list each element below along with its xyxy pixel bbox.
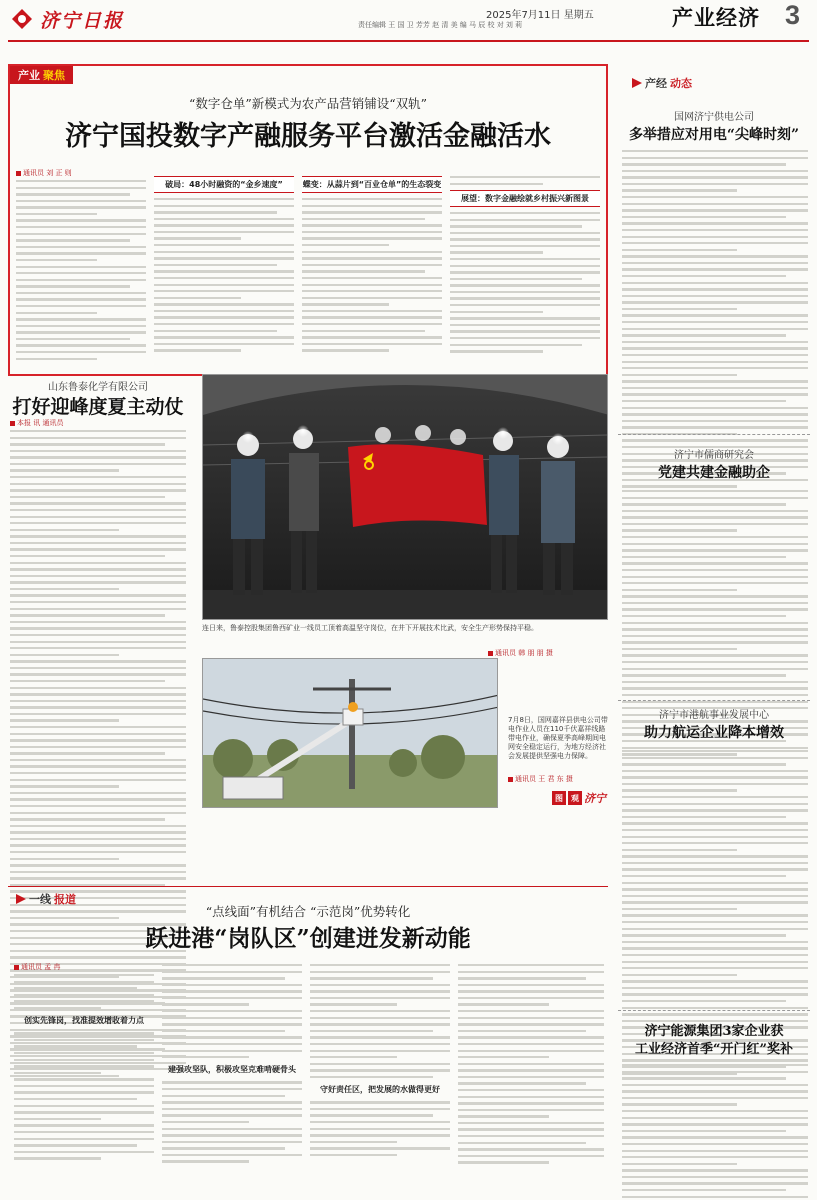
right-bot-headline-2: 工业经济首季“开门红”奖补	[635, 1042, 793, 1057]
logo-mark-icon	[10, 7, 34, 31]
tag-text: 产业	[18, 69, 40, 82]
bottom-subhead-1: 创实先锋岗，找准提效增收着力点	[24, 1016, 144, 1026]
byline-text: 通讯员 孟 冉	[21, 963, 61, 971]
byline-marker-icon	[14, 965, 19, 970]
caption-text: 连日来，鲁泰控股集团鲁西矿业一线员工顶着高温坚守岗位，在井下开展技术比武，安全生产形势保持平稳。	[202, 624, 538, 632]
right-bot-body	[622, 1064, 808, 1200]
lead-subhead-1: 破局：48小时融资的“金乡速度”	[154, 176, 294, 193]
lead-kicker: “数字仓单”新模式为农产品营销铺设“双轨”	[188, 96, 428, 111]
photo2-caption	[508, 716, 608, 761]
byline-marker-icon	[488, 651, 493, 656]
lead-subhead-2: 蝶变：从蒜片到“百业仓单”的生态裂变	[302, 176, 442, 193]
lead-col-4	[450, 176, 600, 353]
lead-col-1	[16, 180, 146, 360]
bottom-col-2	[162, 964, 302, 1163]
section-tag	[10, 66, 73, 84]
divider	[618, 1010, 810, 1011]
right-bot-headline-1: 济宁能源集团3家企业获	[644, 1024, 784, 1039]
photo-miners	[202, 374, 608, 620]
stamp-text: 济宁	[584, 792, 606, 805]
right-section-tag	[624, 74, 700, 92]
credit-text: 通讯员 王 君 东 摄	[515, 775, 573, 783]
tag-text: 产经	[645, 77, 667, 90]
divider	[618, 434, 810, 435]
right-top-body	[622, 150, 808, 488]
bottom-col-4	[458, 964, 604, 1164]
photo-caption	[202, 624, 608, 633]
tag-arrow-icon	[632, 78, 642, 88]
byline-text: 通讯员 刘 正 则	[23, 169, 72, 177]
credit-text: 通讯员 韩 朋 朋 摄	[495, 649, 553, 657]
page-number: 3	[785, 0, 801, 30]
right-mid-headline: 党建共建金融助企	[658, 465, 770, 481]
bottom-subhead-3: 守好责任区，把发展的水做得更好	[320, 1085, 440, 1095]
lead-col-2	[154, 176, 294, 352]
bottom-headline: 跃进港“岗队区”创建迸发新动能	[145, 925, 471, 952]
divider	[618, 700, 810, 701]
bottom-byline	[14, 962, 60, 972]
stamp-char-1: 图	[552, 791, 566, 805]
byline-text: 本报 讯 通讯员	[17, 419, 64, 427]
right-top-headline: 多举措应对用电“尖峰时刻”	[628, 127, 800, 143]
lead-subhead-3: 展望：数字金融绘就乡村振兴新图景	[450, 190, 600, 207]
issue-date: 2025年7月11日 星期五	[486, 10, 594, 21]
photo-credit	[488, 648, 553, 658]
right-low-company: 济宁市港航事业发展中心	[659, 710, 769, 721]
tag-highlight: 聚焦	[43, 69, 65, 82]
photo-powerline	[202, 658, 498, 808]
right-top-company: 国网济宁供电公司	[674, 112, 754, 123]
tag-highlight: 报道	[54, 893, 76, 906]
newspaper-logo	[10, 6, 160, 32]
bottom-col-1	[14, 974, 154, 1160]
tag-highlight: 动态	[670, 77, 692, 90]
left-company: 山东鲁泰化学有限公司	[48, 382, 148, 393]
lead-story-box	[8, 64, 608, 376]
powerline-photo	[203, 659, 498, 808]
bottom-kicker: “点线面”有机结合 “示范岗”优势转化	[205, 904, 411, 919]
tag-text: 一线	[29, 893, 51, 906]
caption-text: 7月8日，国网嘉祥县供电公司带电作业人员在110千伏嘉祥线路带电作业，确保夏季高峰期间电网安全稳定运行，为地方经济社会发展提供坚强电力保障。	[508, 716, 608, 760]
stamp-char-2: 观	[568, 791, 582, 805]
byline-marker-icon	[10, 421, 15, 426]
lead-col-3	[302, 176, 442, 352]
right-mid-company: 济宁市儒商研究会	[674, 450, 754, 461]
byline-marker-icon	[16, 171, 21, 176]
byline-marker-icon	[508, 777, 513, 782]
bottom-col-3	[310, 964, 450, 1156]
lead-byline	[16, 168, 72, 178]
bottom-rule	[8, 886, 608, 887]
right-low-headline: 助力航运企业降本增效	[644, 725, 784, 741]
newspaper-name: 济宁日报	[40, 9, 125, 32]
bottom-subhead-2: 建强攻坚队，积极攻坚克难啃硬骨头	[168, 1065, 296, 1075]
miners-flag-photo	[203, 375, 608, 620]
editorial-staff: 责任编辑 王 国 卫 芳芳 赵 清 美 编 马 辰 校 对 刘 莉	[358, 21, 523, 29]
section-title: 产业经济	[672, 5, 760, 30]
left-headline: 打好迎峰度夏主动仗	[12, 396, 184, 418]
left-byline	[10, 418, 63, 428]
photo-feature-stamp	[552, 790, 606, 806]
masthead-rule	[8, 40, 809, 42]
photo2-credit	[508, 774, 573, 784]
lead-headline: 济宁国投数字产融服务平台激活金融活水	[65, 121, 551, 152]
